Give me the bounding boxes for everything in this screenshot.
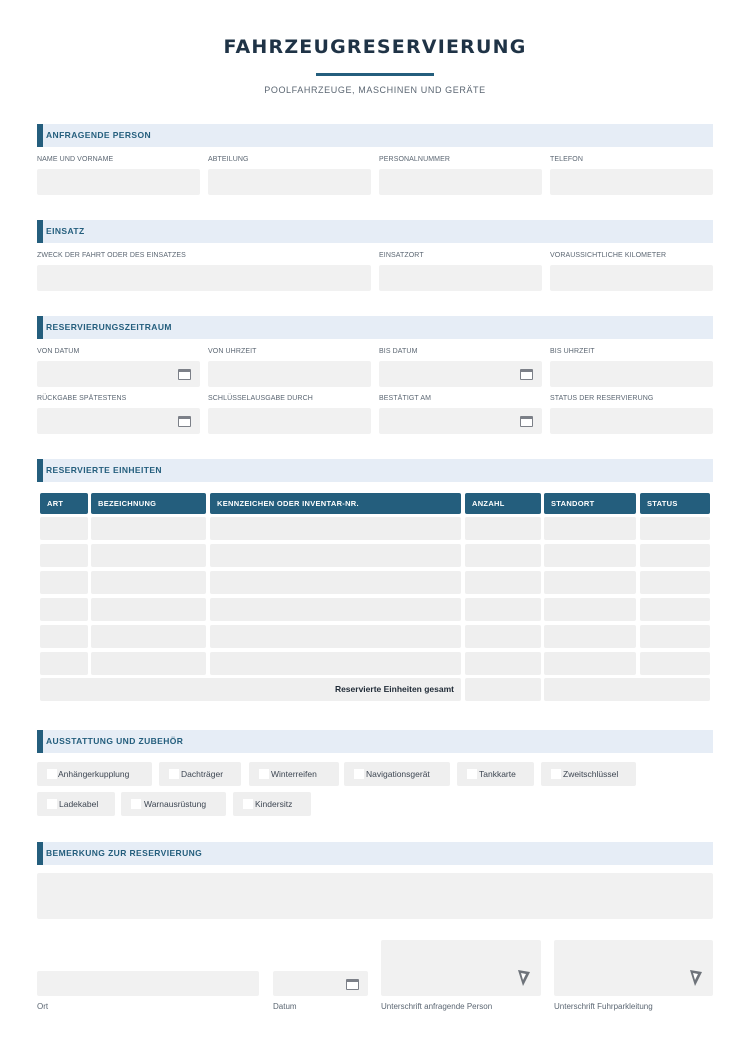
checkbox-box[interactable] bbox=[354, 769, 364, 779]
label-schluesselausgabe: SCHLÜSSELAUSGABE DURCH bbox=[208, 395, 313, 402]
table-cell[interactable] bbox=[91, 625, 206, 648]
table-cell[interactable] bbox=[544, 517, 636, 540]
table-cell[interactable] bbox=[40, 625, 88, 648]
schluesselausgabe-field[interactable] bbox=[208, 408, 371, 434]
personalnummer-field[interactable] bbox=[379, 169, 542, 195]
section-title: RESERVIERTE EINHEITEN bbox=[46, 465, 162, 475]
checkbox-anhaengerkupplung[interactable] bbox=[37, 762, 152, 786]
table-cell[interactable] bbox=[544, 625, 636, 648]
checkbox-box[interactable] bbox=[47, 769, 57, 779]
col-header-anzahl: ANZAHL bbox=[465, 493, 541, 514]
table-cell[interactable] bbox=[544, 598, 636, 621]
checkbox-label: Warnausrüstung bbox=[144, 799, 207, 809]
section-header-einsatz bbox=[37, 220, 713, 243]
label-telefon: TELEFON bbox=[550, 156, 583, 163]
table-cell[interactable] bbox=[210, 598, 461, 621]
table-cell[interactable] bbox=[465, 652, 541, 675]
page-title: FAHRZEUGRESERVIERUNG bbox=[223, 36, 527, 58]
calendar-icon[interactable] bbox=[178, 369, 191, 380]
label-status: STATUS DER RESERVIERUNG bbox=[550, 395, 654, 402]
table-cell[interactable] bbox=[465, 625, 541, 648]
table-cell[interactable] bbox=[465, 544, 541, 567]
section-header-bemerkung bbox=[37, 842, 713, 865]
checkbox-dachtraeger[interactable] bbox=[159, 762, 241, 786]
table-cell[interactable] bbox=[40, 517, 88, 540]
table-cell[interactable] bbox=[91, 544, 206, 567]
telefon-field[interactable] bbox=[550, 169, 713, 195]
section-header-ausstattung bbox=[37, 730, 713, 753]
table-cell[interactable] bbox=[91, 598, 206, 621]
checkbox-label: Tankkarte bbox=[479, 769, 516, 779]
checkbox-label: Anhängerkupplung bbox=[58, 769, 130, 779]
section-header-zeitraum bbox=[37, 316, 713, 339]
checkbox-tankkarte[interactable] bbox=[457, 762, 534, 786]
table-cell[interactable] bbox=[91, 652, 206, 675]
title-underline bbox=[316, 73, 434, 76]
col-header-kennzeichen: KENNZEICHEN ODER INVENTAR-NR. bbox=[210, 493, 461, 514]
pen-icon bbox=[517, 969, 531, 987]
total-anzahl-field[interactable] bbox=[465, 678, 541, 701]
section-title: ANFRAGENDE PERSON bbox=[46, 130, 152, 140]
checkbox-box[interactable] bbox=[131, 799, 141, 809]
table-cell[interactable] bbox=[40, 598, 88, 621]
calendar-icon[interactable] bbox=[520, 369, 533, 380]
table-cell[interactable] bbox=[210, 652, 461, 675]
table-cell[interactable] bbox=[640, 598, 710, 621]
table-cell[interactable] bbox=[544, 544, 636, 567]
col-header-standort: STANDORT bbox=[544, 493, 636, 514]
label-kilometer: VORAUSSICHTLICHE KILOMETER bbox=[550, 252, 667, 259]
col-header-bezeichnung: BEZEICHNUNG bbox=[91, 493, 206, 514]
table-cell[interactable] bbox=[465, 598, 541, 621]
checkbox-box[interactable] bbox=[47, 799, 57, 809]
col-header-status: STATUS bbox=[640, 493, 710, 514]
checkbox-label: Navigationsgerät bbox=[366, 769, 430, 779]
ort-field[interactable] bbox=[37, 971, 259, 996]
zweck-field[interactable] bbox=[37, 265, 371, 291]
abteilung-field[interactable] bbox=[208, 169, 371, 195]
pen-icon bbox=[689, 969, 703, 987]
einsatzort-field[interactable] bbox=[379, 265, 542, 291]
label-name: NAME UND VORNAME bbox=[37, 156, 114, 163]
table-cell[interactable] bbox=[40, 652, 88, 675]
label-abteilung: ABTEILUNG bbox=[208, 156, 249, 163]
label-bis-datum: BIS DATUM bbox=[379, 348, 418, 355]
table-cell[interactable] bbox=[91, 517, 206, 540]
checkbox-label: Winterreifen bbox=[271, 769, 317, 779]
page-subtitle: POOLFAHRZEUGE, MASCHINEN UND GERÄTE bbox=[264, 85, 486, 95]
status-field[interactable] bbox=[550, 408, 713, 434]
col-header-art: ART bbox=[40, 493, 88, 514]
checkbox-label: Kindersitz bbox=[255, 799, 293, 809]
signature-field-person[interactable] bbox=[381, 940, 541, 996]
table-cell[interactable] bbox=[544, 571, 636, 594]
section-title: EINSATZ bbox=[46, 226, 85, 236]
checkbox-box[interactable] bbox=[467, 769, 477, 779]
label-einsatzort: EINSATZORT bbox=[379, 252, 424, 259]
bis-datum-field[interactable] bbox=[379, 361, 542, 387]
checkbox-warnausruestung[interactable] bbox=[121, 792, 226, 816]
bis-uhrzeit-field[interactable] bbox=[550, 361, 713, 387]
table-cell[interactable] bbox=[210, 517, 461, 540]
label-von-uhrzeit: VON UHRZEIT bbox=[208, 348, 257, 355]
checkbox-label: Ladekabel bbox=[59, 799, 99, 809]
kilometer-field[interactable] bbox=[550, 265, 713, 291]
label-signature-fuhrpark: Unterschrift Fuhrparkleitung bbox=[554, 1002, 653, 1011]
label-datum: Datum bbox=[273, 1002, 297, 1011]
name-field[interactable] bbox=[37, 169, 200, 195]
checkbox-kindersitz[interactable] bbox=[233, 792, 311, 816]
table-cell[interactable] bbox=[640, 517, 710, 540]
label-von-datum: VON DATUM bbox=[37, 348, 80, 355]
table-cell[interactable] bbox=[91, 571, 206, 594]
label-zweck: ZWECK DER FAHRT ODER DES EINSATZES bbox=[37, 252, 186, 259]
table-cell[interactable] bbox=[544, 652, 636, 675]
label-personalnummer: PERSONALNUMMER bbox=[379, 156, 451, 163]
section-title: RESERVIERUNGSZEITRAUM bbox=[46, 322, 172, 332]
signature-field-fuhrpark[interactable] bbox=[554, 940, 713, 996]
total-rest-field bbox=[544, 678, 710, 701]
section-header-einheiten bbox=[37, 459, 713, 482]
checkbox-label: Dachträger bbox=[181, 769, 224, 779]
table-cell[interactable] bbox=[640, 571, 710, 594]
label-bis-uhrzeit: BIS UHRZEIT bbox=[550, 348, 595, 355]
checkbox-box[interactable] bbox=[169, 769, 179, 779]
von-datum-field[interactable] bbox=[37, 361, 200, 387]
calendar-icon[interactable] bbox=[178, 416, 191, 427]
label-ort: Ort bbox=[37, 1002, 49, 1011]
table-cell[interactable] bbox=[210, 625, 461, 648]
bestaetigt-field[interactable] bbox=[379, 408, 542, 434]
checkbox-box[interactable] bbox=[259, 769, 269, 779]
datum-field[interactable] bbox=[273, 971, 368, 996]
section-title: BEMERKUNG ZUR RESERVIERUNG bbox=[46, 848, 203, 858]
table-cell[interactable] bbox=[465, 517, 541, 540]
total-label: Reservierte Einheiten gesamt bbox=[40, 678, 461, 701]
label-bestaetigt: BESTÄTIGT AM bbox=[379, 395, 432, 402]
table-cell[interactable] bbox=[640, 652, 710, 675]
checkbox-winterreifen[interactable] bbox=[249, 762, 339, 786]
checkbox-ladekabel[interactable] bbox=[37, 792, 115, 816]
calendar-icon[interactable] bbox=[346, 979, 359, 990]
calendar-icon[interactable] bbox=[520, 416, 533, 427]
table-cell[interactable] bbox=[210, 571, 461, 594]
table-cell[interactable] bbox=[640, 625, 710, 648]
table-cell[interactable] bbox=[640, 544, 710, 567]
rueckgabe-field[interactable] bbox=[37, 408, 200, 434]
checkbox-zweitschluessel[interactable] bbox=[541, 762, 636, 786]
table-cell[interactable] bbox=[210, 544, 461, 567]
checkbox-box[interactable] bbox=[243, 799, 253, 809]
checkbox-label: Zweitschlüssel bbox=[563, 769, 619, 779]
von-uhrzeit-field[interactable] bbox=[208, 361, 371, 387]
table-cell[interactable] bbox=[40, 571, 88, 594]
table-cell[interactable] bbox=[465, 571, 541, 594]
section-title: AUSSTATTUNG UND ZUBEHÖR bbox=[46, 736, 184, 746]
label-signature-person: Unterschrift anfragende Person bbox=[381, 1002, 493, 1011]
checkbox-navigationsgeraet[interactable] bbox=[344, 762, 450, 786]
section-header-person bbox=[37, 124, 713, 147]
bemerkung-textarea[interactable] bbox=[37, 873, 713, 919]
table-cell[interactable] bbox=[40, 544, 88, 567]
checkbox-box[interactable] bbox=[551, 769, 561, 779]
label-rueckgabe: RÜCKGABE SPÄTESTENS bbox=[37, 395, 127, 402]
